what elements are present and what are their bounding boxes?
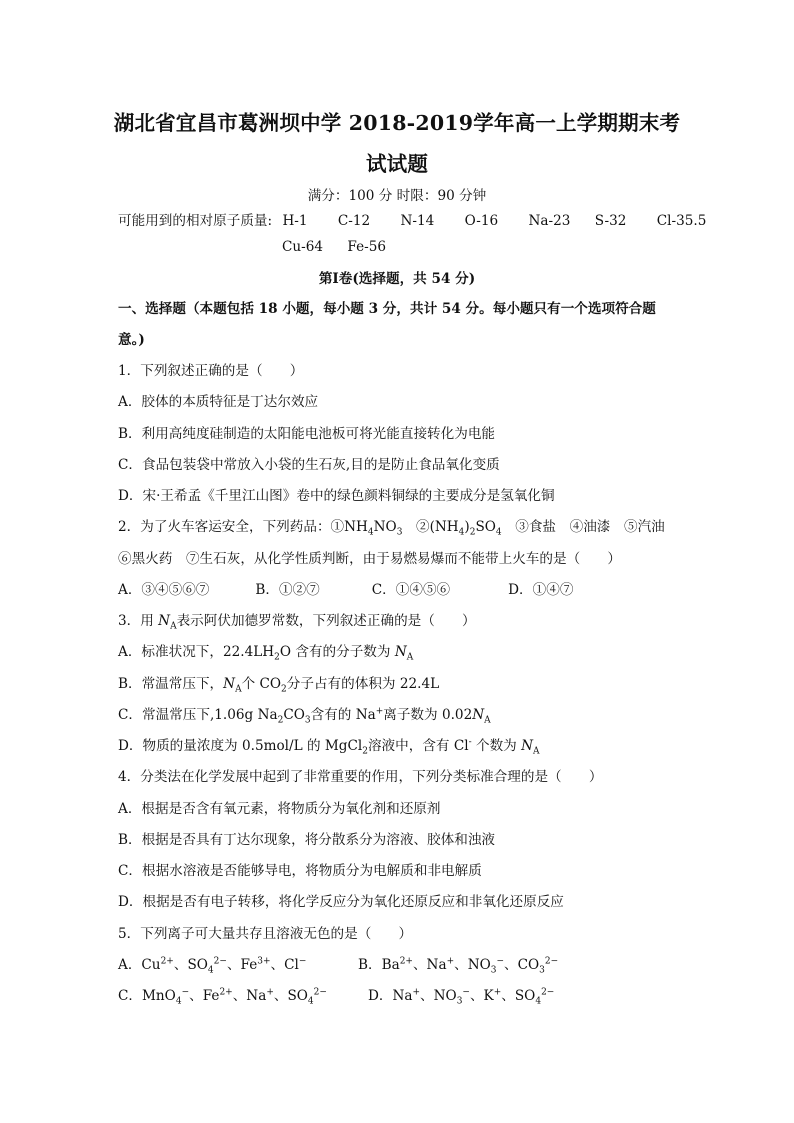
q5-sup: 2+ xyxy=(160,956,174,967)
atomic-mass-label: 可能用到的相对原子质量: xyxy=(118,213,273,229)
q2-sub: 2 xyxy=(469,527,476,538)
q2-text: ) xyxy=(464,519,470,535)
q5-text: 、NO xyxy=(454,957,491,973)
question-5-stem: 5．下列离子可大量共存且溶液无色的是（ ） xyxy=(118,926,413,942)
q3-sub: 2 xyxy=(274,652,280,663)
q2-sub: 4 xyxy=(367,527,374,538)
q5-sup: − xyxy=(462,987,470,998)
atomic-mass-item: O-16 xyxy=(464,213,499,229)
atomic-mass-item: Cu-64 xyxy=(282,239,324,255)
q5-sub: 3 xyxy=(539,965,545,976)
q5-sup: + xyxy=(266,987,274,998)
question-2-option-b: B．①②⑦ xyxy=(255,582,320,598)
question-4-option-a: A．根据是否含有氧元素，将物质分为氧化剂和还原剂 xyxy=(118,801,441,817)
question-4-option-b: B．根据是否具有丁达尔现象，将分散系分为溶液、胶体和浊液 xyxy=(118,832,496,848)
question-4-stem: 4．分类法在化学发展中起到了非常重要的作用，下列分类标准合理的是（ ） xyxy=(118,769,603,785)
q5-sup: 3+ xyxy=(257,956,271,967)
question-2-option-d: D．①④⑦ xyxy=(508,582,574,598)
q3-text: O 含有的分子数为 xyxy=(279,644,395,660)
question-3-stem xyxy=(118,612,476,630)
question-5-option-a xyxy=(118,956,307,976)
q3-sub: 2 xyxy=(281,684,287,695)
q3-sub: A xyxy=(484,715,491,726)
q3-sub: 2 xyxy=(277,715,284,726)
q5-sup: 2− xyxy=(213,956,227,967)
q3-text: 离子数为 0.02 xyxy=(383,707,473,723)
q2-text: ②(NH xyxy=(402,519,459,535)
atomic-mass-item: S-32 xyxy=(594,213,627,229)
q3-sub: 2 xyxy=(362,746,368,757)
question-3-option-a xyxy=(118,643,413,661)
question-4-option-c: C．根据水溶液是否能够导电，将物质分为电解质和非电解质 xyxy=(118,863,482,879)
q5-sub: 4 xyxy=(307,996,314,1007)
q2-sub: 4 xyxy=(458,527,465,538)
atomic-mass-item: Na-23 xyxy=(528,213,571,229)
q5-sub: 4 xyxy=(175,996,182,1007)
q5-sup: 2− xyxy=(544,956,559,967)
question-3-option-b xyxy=(118,675,439,693)
question-3-option-d xyxy=(118,737,540,755)
q3-symbol: N xyxy=(472,707,485,723)
question-5-option-d xyxy=(368,987,554,1005)
q5-sup: + xyxy=(412,987,421,998)
volume-title: 第Ⅰ卷(选择题，共 54 分) xyxy=(318,271,476,287)
q5-text: 、Fe xyxy=(226,957,258,973)
atomic-mass-item: Fe-56 xyxy=(347,239,386,255)
q5-sup: 2− xyxy=(313,987,327,998)
q5-sup: 2− xyxy=(541,987,555,998)
q5-sup: − xyxy=(298,956,307,967)
question-3-option-c xyxy=(118,706,491,724)
q3-text: 个 CO xyxy=(241,676,282,692)
q2-text: SO xyxy=(475,519,496,535)
atomic-mass-item: C-12 xyxy=(337,213,371,229)
q2-sub: 3 xyxy=(396,527,403,538)
q3-sub: A xyxy=(235,684,242,695)
q5-text: C．MnO xyxy=(118,988,176,1004)
q2-text: NO xyxy=(373,519,397,535)
q5-sup: + xyxy=(446,956,455,967)
part-heading-line1: 一、选择题（本题包括 18 小题，每小题 3 分，共计 54 分。每小题只有一个选项符合题 xyxy=(118,301,656,317)
q5-text: 、K xyxy=(469,988,494,1004)
q3-symbol: N xyxy=(394,644,407,660)
question-1-option-c: C．食品包装袋中常放入小袋的生石灰,目的是防止食品氧化变质 xyxy=(118,457,500,473)
question-1-option-a: A．胶体的本质特征是丁达尔效应 xyxy=(118,394,319,410)
q3-sup: - xyxy=(468,737,472,748)
question-2-option-c: C．①④⑤⑥ xyxy=(371,582,451,598)
q5-text: 、Cl xyxy=(270,957,299,973)
q2-text: ③食盐 ④油漆 ⑤汽油 xyxy=(501,519,665,535)
q3-text: 溶液中，含有 Cl xyxy=(367,738,469,754)
q3-text: B．常温常压下， xyxy=(118,676,224,692)
q3-text: 表示阿伏加德罗常数，下列叙述正确的是（ ） xyxy=(176,613,476,629)
q3-sub: A xyxy=(406,652,414,663)
q5-text: 、Na xyxy=(412,957,447,973)
question-1-option-b: B．利用高纯度硅制造的太阳能电池板可将光能直接转化为电能 xyxy=(118,426,496,442)
q5-sub: 3 xyxy=(456,996,463,1007)
q2-text: 2．为了火车客运安全，下列药品：①NH xyxy=(118,519,368,535)
q5-sub: 4 xyxy=(535,996,542,1007)
question-2-option-a: A．③④⑤⑥⑦ xyxy=(118,582,210,598)
question-2-stem xyxy=(118,518,665,536)
question-1-stem: 1．下列叙述正确的是（ ） xyxy=(118,363,304,379)
q3-text: 3．用 xyxy=(118,613,159,629)
q5-sub: 3 xyxy=(490,965,497,976)
question-5-option-b xyxy=(358,956,558,974)
q3-sub: A xyxy=(170,621,177,632)
q5-text: 、SO xyxy=(273,988,308,1004)
q3-sub: 3 xyxy=(304,715,311,726)
q5-sup: 2+ xyxy=(399,956,413,967)
atomic-mass-row1 xyxy=(118,212,706,230)
question-4-option-d: D．根据是否有电子转移，将化学反应分为氧化还原反应和非氧化还原反应 xyxy=(118,894,564,910)
q5-text: 、Fe xyxy=(189,988,220,1004)
q5-text: A．Cu xyxy=(118,957,161,973)
q3-text: C．常温常压下,1.06g Na xyxy=(118,707,278,723)
q2-sub: 4 xyxy=(495,527,502,538)
q5-sup: + xyxy=(493,987,502,998)
atomic-mass-item: N-14 xyxy=(400,213,435,229)
score-time-info: 满分：100 分 时限：90 分钟 xyxy=(307,188,487,204)
q5-sup: − xyxy=(496,956,505,967)
page-title-line2: 试试题 xyxy=(365,152,429,176)
q3-text: 分子占有的体积为 22.4L xyxy=(286,676,440,692)
atomic-mass-row2 xyxy=(282,238,386,256)
q5-sup: 2+ xyxy=(219,987,233,998)
q3-text: 个数为 xyxy=(471,738,522,754)
q5-text: D．Na xyxy=(368,988,413,1004)
q3-text: 含有的 Na xyxy=(310,707,376,723)
question-5-option-c xyxy=(118,987,327,1005)
q5-text: B．Ba xyxy=(358,957,400,973)
q3-text: CO xyxy=(283,707,305,723)
q3-text: D．物质的量浓度为 0.5mol/L 的 MgCl xyxy=(118,738,363,754)
q3-symbol: N xyxy=(158,613,171,629)
question-1-option-d: D．宋·王希孟《千里江山图》卷中的绿色颜料铜绿的主要成分是氢氧化铜 xyxy=(118,488,555,504)
page-title-line1: 湖北省宜昌市葛洲坝中学 2018-2019学年高一上学期期末考 xyxy=(113,111,681,135)
q5-text: 、CO xyxy=(504,957,540,973)
q5-text: 、Na xyxy=(232,988,267,1004)
question-2-stem-line2: ⑥黑火药 ⑦生石灰，从化学性质判断，由于易燃易爆而不能带上火车的是（ ） xyxy=(118,551,621,567)
question-5-options-ab xyxy=(118,956,306,974)
atomic-mass-item: H-1 xyxy=(282,213,308,229)
q3-symbol: N xyxy=(223,676,236,692)
q5-text: 、SO xyxy=(501,988,536,1004)
question-2-options xyxy=(118,581,573,599)
q5-text: 、NO xyxy=(420,988,457,1004)
part-heading-line2: 意。) xyxy=(118,332,145,348)
q5-text: 、SO xyxy=(173,957,208,973)
atomic-mass-item: Cl-35.5 xyxy=(656,213,707,229)
q3-sup: + xyxy=(375,706,384,717)
q3-symbol: N xyxy=(521,738,533,754)
q5-sup: − xyxy=(181,987,190,998)
q3-sub: A xyxy=(533,746,540,757)
q3-text: A．标准状况下，22.4LH xyxy=(118,644,275,660)
q5-sub: 4 xyxy=(207,965,214,976)
